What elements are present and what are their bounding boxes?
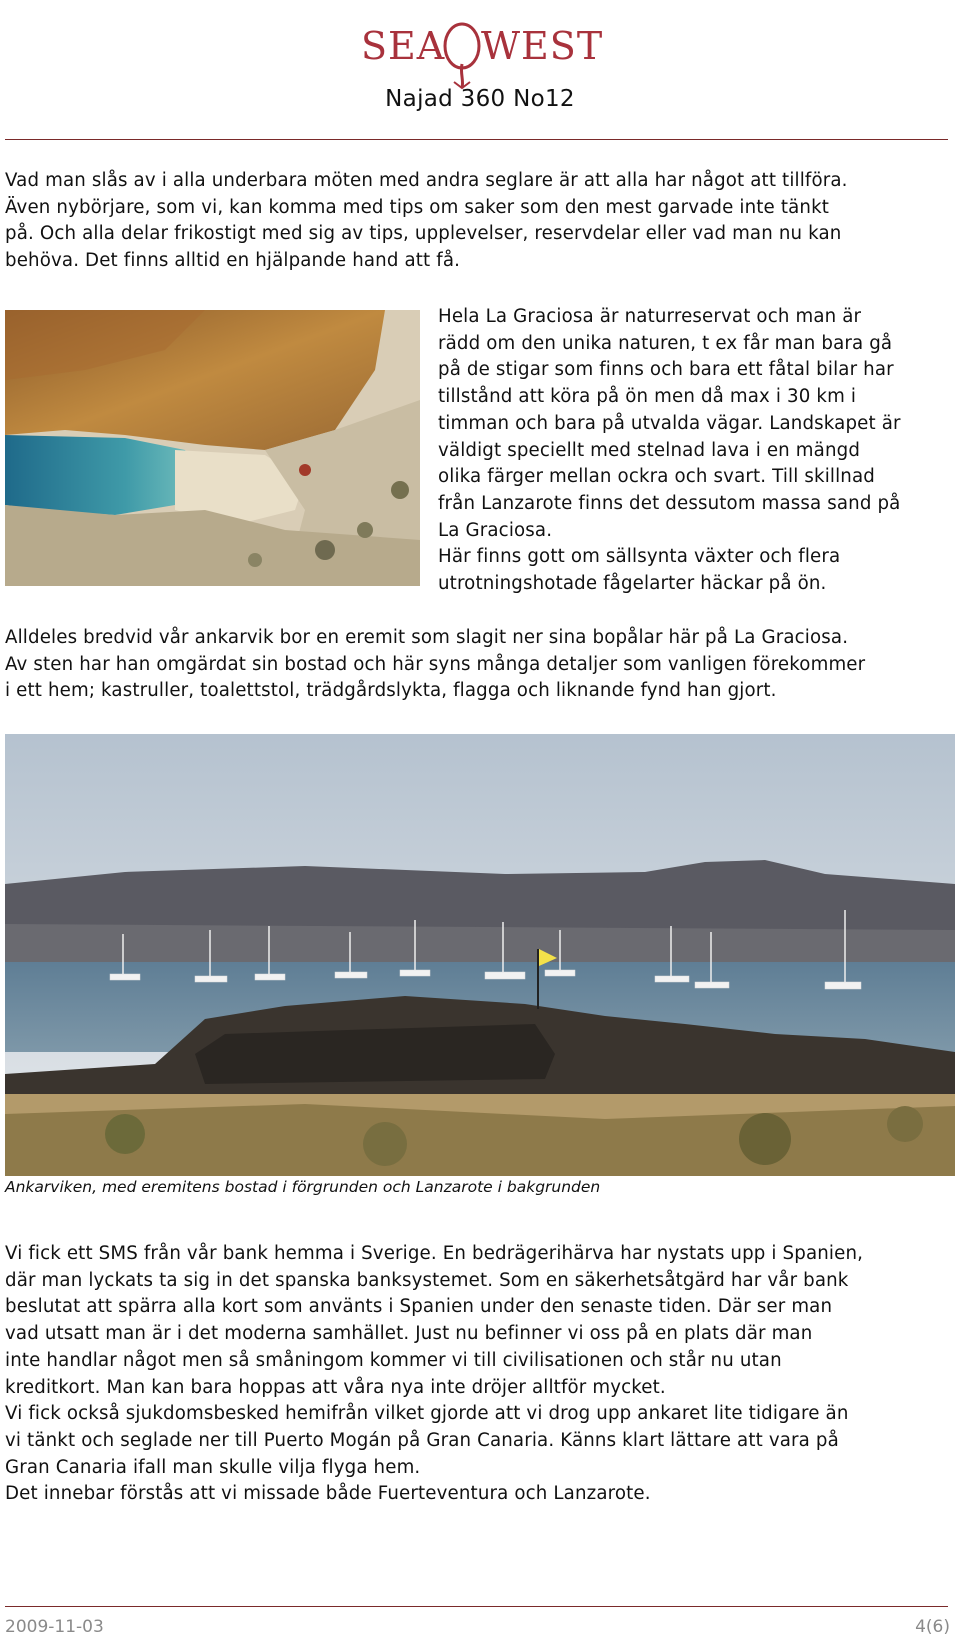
header-divider bbox=[5, 139, 948, 140]
paragraph-la-graciosa: Hela La Graciosa är naturreservat och man är rädd om den unika naturen, t ex får man bara gå på de stigar som finns och bara ett fåtal bilar har tillstånd att köra på ön men då max i 30 km i timman och bara på utvalda vägar. Landskapet är väldigt speciellt med stelnad lava i en mängd olika färger mellan ockra och svart. Till skillnad från Lanzarote finns det dessutom massa sand på La Graciosa. Här finns gott om sällsynta växter och flera utrotningshotade fågelarter häckar på ön. bbox=[438, 306, 901, 595]
seaqwest-logo bbox=[355, 8, 605, 86]
footer-date: 2009-11-03 bbox=[5, 1617, 104, 1637]
logo-q-emblem-icon bbox=[440, 18, 484, 90]
paragraph-intro: Vad man slås av i alla underbara möten med andra seglare är att alla har något att tillföra. Även nybörjare, som vi, kan komma med tips om saker som den mest garvade inte tänkt på. Och alla delar frikostigt med sig av tips, upplevelser, reservdelar eller vad man nu kan behöva. Det finns alltid en hjälpande hand att få. bbox=[5, 170, 848, 272]
anchorage-photo bbox=[5, 734, 955, 1176]
beach-cove-photo bbox=[5, 310, 420, 586]
page-number: 4(6) bbox=[915, 1617, 950, 1637]
document-title: Najad 360 No12 bbox=[385, 86, 575, 112]
paragraph-eremit: Alldeles bredvid vår ankarvik bor en eremit som slagit ner sina bopålar här på La Graciosa. Av sten har han omgärdat sin bostad och här syns många detaljer som vanligen förekommer i ett hem; kastruller, toalettstol, trädgårdslykta, flagga och liknande fynd han gjort. bbox=[5, 627, 866, 702]
paragraph-bank-sms: Vi fick ett SMS från vår bank hemma i Sverige. En bedrägerihärva har nystats upp i Spanien, där man lyckats ta sig in det spanska banksystemet. Som en säkerhetsåtgärd har vår bank beslutat att spärra alla kort som använts i Spanien under den senaste tiden. Där ser man vad utsatt man är i det moderna samhället. Just nu befinner vi oss på en plats där man inte handlar något men så småningom kommer vi till civilisationen och står nu utan kreditkort. Man kan bara hoppas att våra nya inte dröjer alltför mycket. Vi fick också sjukdomsbesked hemifrån vilket gjorde att vi drog upp ankaret lite tidigare än vi tänkt och seglade ner till Puerto Mogán på Gran Canaria. Känns klart lättare att vara på Gran Canaria ifall man skulle vilja flyga hem. Det innebar förstås att vi missade både Fuerteventura och Lanzarote. bbox=[5, 1243, 864, 1505]
logo-text-west: WEST bbox=[481, 24, 604, 68]
logo-text-sea: SEA bbox=[361, 24, 446, 68]
photo-caption: Ankarviken, med eremitens bostad i förgrunden och Lanzarote i bakgrunden bbox=[5, 1178, 601, 1196]
footer-divider bbox=[5, 1606, 948, 1607]
page-header bbox=[0, 0, 960, 145]
